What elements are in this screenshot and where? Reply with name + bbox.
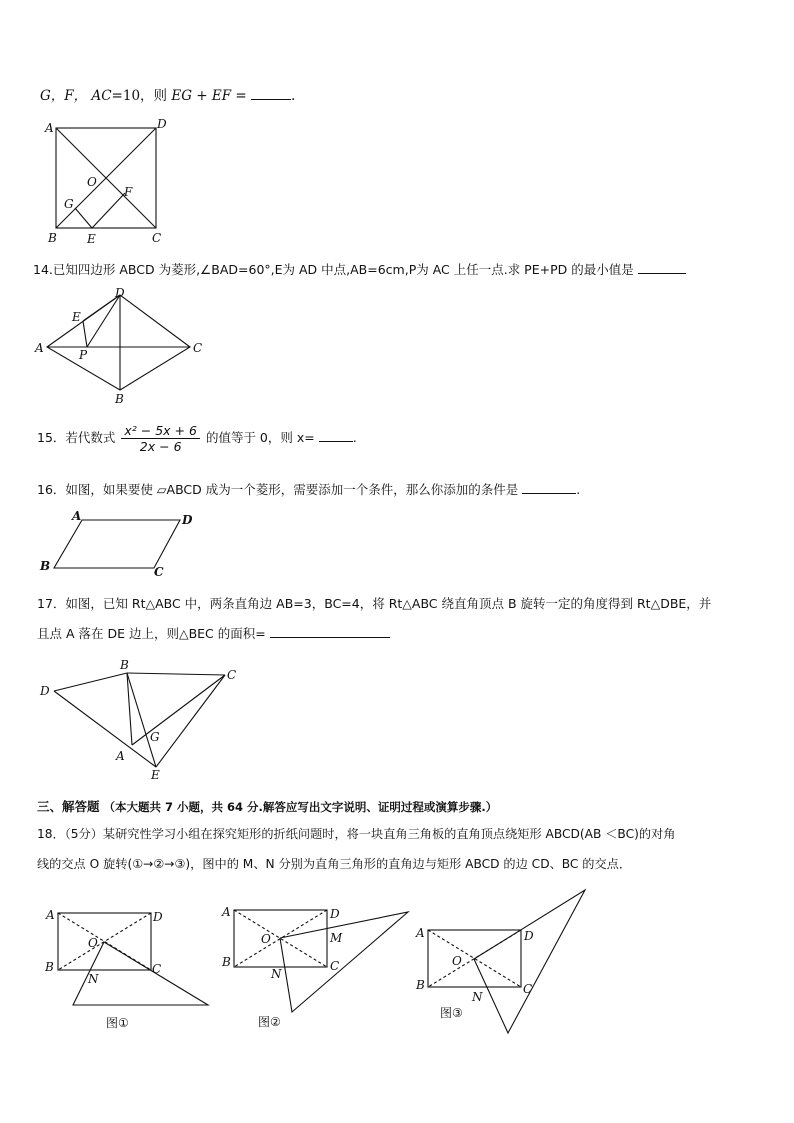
q16-text <box>37 480 580 498</box>
q16-figure <box>40 509 200 579</box>
q13-label-g: G <box>64 197 74 211</box>
q15-denominator: 2x − 6 <box>139 439 182 454</box>
q13-eq: =10，则 <box>111 88 168 104</box>
q17-label-d: D <box>40 684 50 698</box>
q18-figure-3 <box>410 885 600 1035</box>
q18-line2: 线的交点 O 旋转(①→②→③)，图中的 M、N 分别为直角三角形的直角边与矩形 ABCD 的边 CD、BC 的交点． <box>37 857 632 871</box>
section3-title: 三、解答题 <box>37 799 100 814</box>
q14-label-c: C <box>193 341 203 355</box>
fig2-label-b: B <box>222 955 231 969</box>
q15-end: . <box>352 430 357 445</box>
q13-label-f: F <box>124 185 133 199</box>
fig3-label-b: B <box>416 978 425 992</box>
q17-line2 <box>37 624 390 642</box>
q14-question: 14.已知四边形 ABCD 为菱形,∠BAD=60°,E为 AD 中点,AB=6cm,P为 AC 上任一点.求 PE+PD 的最小值是 <box>33 262 634 277</box>
fig3-label-d: D <box>524 929 534 943</box>
fig3-caption: 图③ <box>440 1006 463 1020</box>
fig2-label-d: D <box>330 907 340 921</box>
parallelogram-symbol: ▱ <box>156 482 167 497</box>
q16-label-b: B <box>40 559 51 573</box>
fig1-label-n: N <box>88 972 99 986</box>
q13-text <box>40 84 295 104</box>
fig3-label-c: C <box>523 982 533 996</box>
q16-label-d: D <box>182 513 193 527</box>
fig1-label-o: O <box>88 936 98 950</box>
q14-label-b: B <box>115 392 124 406</box>
q15-answer-blank[interactable] <box>319 429 353 442</box>
q13-answer-blank[interactable] <box>251 87 291 100</box>
q14-figure <box>35 285 215 405</box>
q17-label-a: A <box>116 749 125 763</box>
q17-answer-blank[interactable] <box>270 625 390 638</box>
fig1-label-b: B <box>45 960 54 974</box>
q15-numerator: x² − 5x + 6 <box>121 423 200 439</box>
fig2-label-c: C <box>330 959 340 973</box>
q13-label-e: E <box>87 232 96 246</box>
q13-prefix: G，F， <box>40 88 88 104</box>
q13-expr: EG + EF = <box>171 88 247 104</box>
q13-label-b: B <box>48 231 57 245</box>
q13-label-d: D <box>157 117 167 131</box>
q14-label-p: P <box>79 348 88 362</box>
q13-ac: AC <box>91 88 112 104</box>
q15-text <box>37 423 357 454</box>
q17-label-g: G <box>150 730 160 744</box>
q13-figure <box>40 118 170 248</box>
q16-post: ABCD 成为一个菱形，需要添加一个条件，那么你添加的条件是 <box>166 482 519 497</box>
fig3-label-a: A <box>416 926 425 940</box>
q15-pre: 15．若代数式 <box>37 430 116 445</box>
fig2-label-n: N <box>271 967 282 981</box>
fig3-label-o: O <box>452 954 462 968</box>
q18-figure-1 <box>40 905 220 1035</box>
q14-answer-blank[interactable] <box>638 261 686 274</box>
q13-label-a: A <box>45 121 54 135</box>
fig1-label-d: D <box>153 910 163 924</box>
q17-line1: 17．如图，已知 Rt△ABC 中，两条直角边 AB=3，BC=4，将 Rt△ABC 绕直角顶点 B 旋转一定的角度得到 Rt△DBE，并 <box>37 596 712 611</box>
q17-label-b: B <box>120 658 129 672</box>
fig2-label-a: A <box>222 905 231 919</box>
fig1-caption: 图① <box>106 1016 129 1030</box>
fig2-label-m: M <box>330 931 343 945</box>
q15-post: 的值等于 0，则 x= <box>205 430 315 445</box>
q16-pre: 16．如图，如果要使 <box>37 482 157 497</box>
q13-end: . <box>291 88 296 104</box>
q18-figure-2 <box>220 902 420 1032</box>
fig2-label-o: O <box>261 932 271 946</box>
q16-end: . <box>576 482 581 497</box>
q17-label-e: E <box>151 768 160 782</box>
q17-label-c: C <box>227 668 237 682</box>
q15-fraction <box>121 423 200 454</box>
section3-heading <box>37 797 497 815</box>
q14-label-e: E <box>72 310 81 324</box>
q13-label-o: O <box>87 175 97 189</box>
q17-line2-text: 且点 A 落在 DE 边上，则△BEC 的面积= <box>37 626 266 641</box>
fig3-label-n: N <box>472 990 483 1004</box>
q16-label-a: A <box>72 509 82 523</box>
q14-label-d: D <box>115 286 125 300</box>
fig2-caption: 图② <box>258 1015 281 1029</box>
q14-text <box>33 260 686 278</box>
q16-answer-blank[interactable] <box>522 481 576 494</box>
q17-figure <box>38 655 248 785</box>
q16-label-c: C <box>154 565 164 579</box>
fig1-label-a: A <box>46 908 55 922</box>
q14-label-a: A <box>35 341 44 355</box>
q18-line1: 18．（5分）某研究性学习小组在探究矩形的折纸问题时，将一块直角三角板的直角顶点绕矩形 ABCD(AB ＜BC)的对角 <box>37 827 676 841</box>
q13-label-c: C <box>152 231 162 245</box>
section3-note: （本大题共 7 小题，共 64 分.解答应写出文字说明、证明过程或演算步骤.） <box>103 800 498 814</box>
fig1-label-c: C <box>152 962 162 976</box>
